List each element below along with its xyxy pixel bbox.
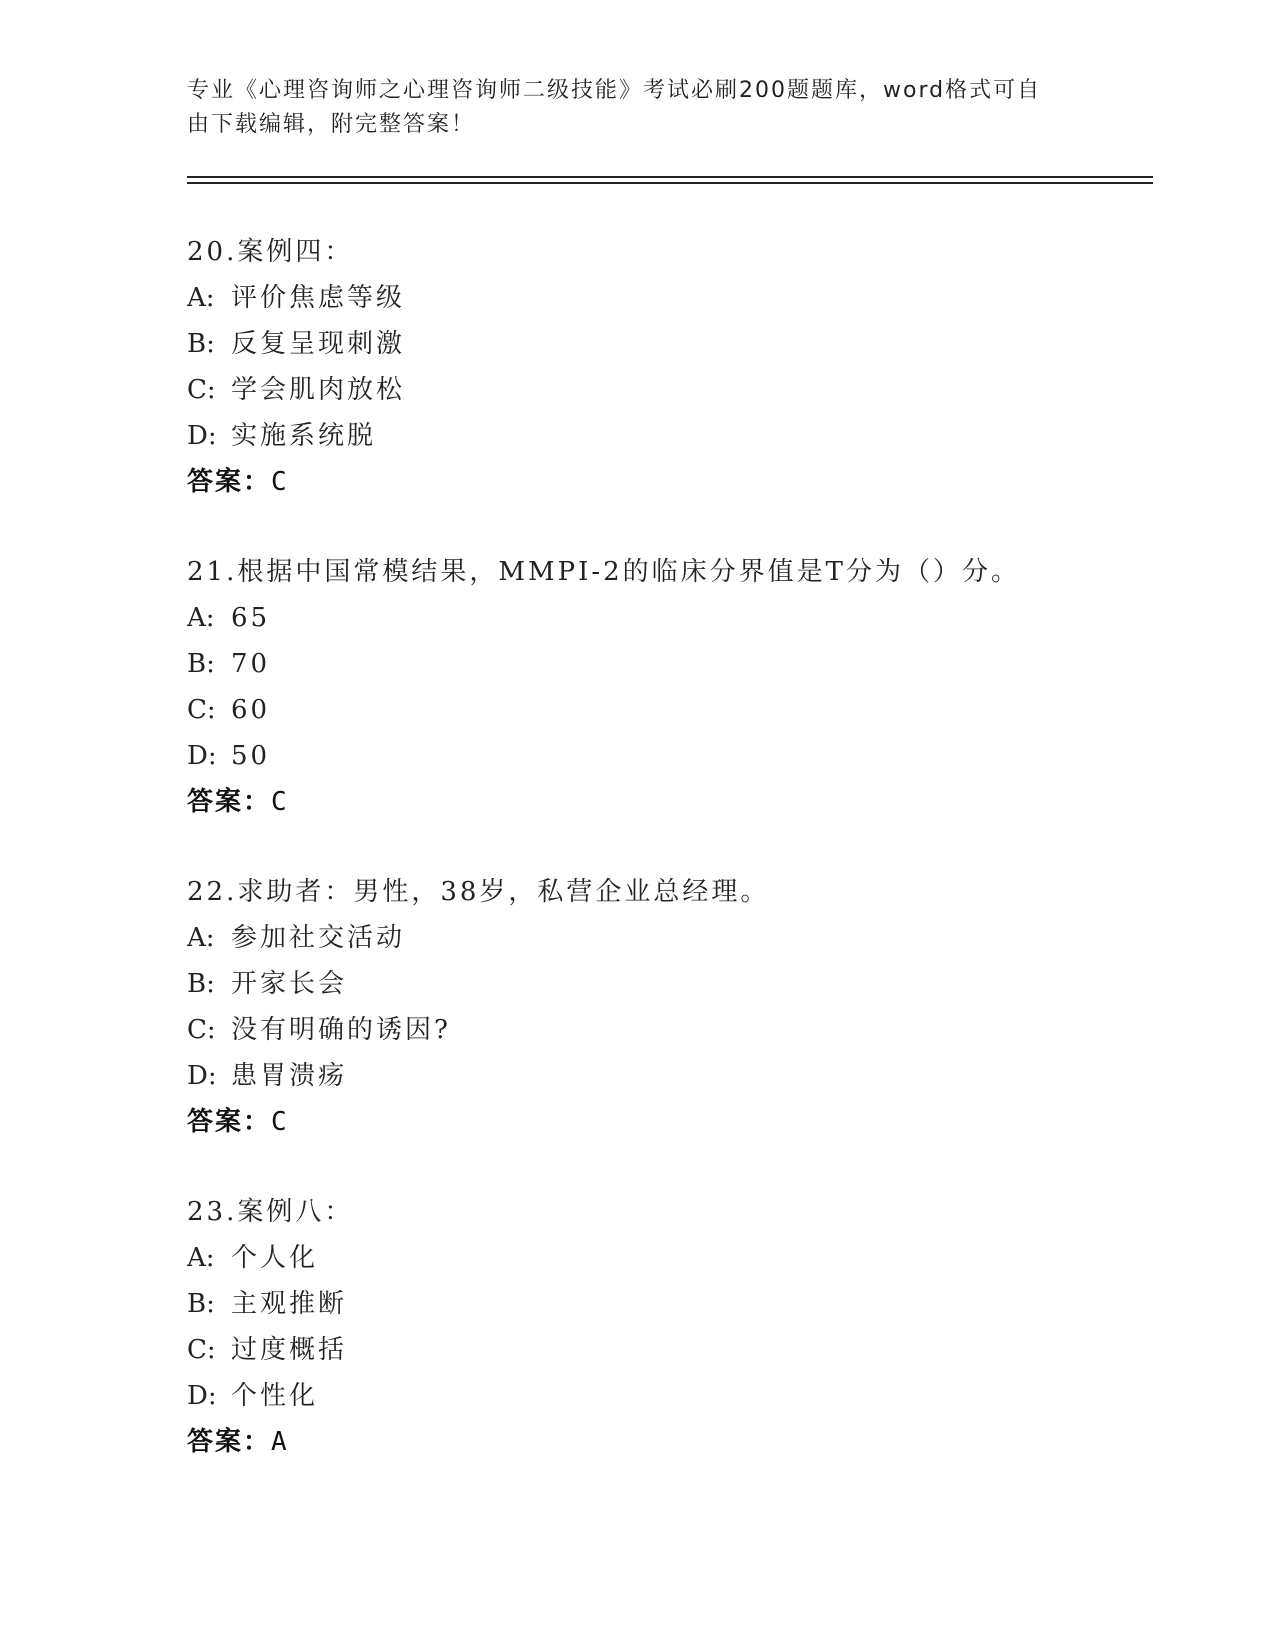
option-d (187, 413, 1147, 459)
question-stem: 20.案例四： (187, 237, 354, 267)
option-c (187, 367, 1147, 413)
option-text: 反复呈现刺激 (231, 329, 406, 359)
answer-value: A (271, 1427, 289, 1457)
answer-value: C (271, 467, 289, 497)
option-letter: D: (187, 1061, 217, 1091)
option-c (187, 1007, 1147, 1053)
option-letter: B: (187, 329, 215, 359)
option-text: 65 (231, 603, 271, 633)
option-text: 实施系统脱 (231, 421, 377, 451)
option-letter: D: (187, 421, 217, 451)
document-header: 专业《心理咨询师之心理咨询师二级技能》考试必刷200题题库，word格式可自由下载编辑，附完整答案！ (187, 78, 1042, 137)
option-text: 过度概括 (231, 1335, 348, 1365)
option-text: 主观推断 (231, 1289, 348, 1319)
option-text: 评价焦虑等级 (231, 283, 406, 313)
answer-value: C (271, 1107, 289, 1137)
option-letter: C: (187, 375, 216, 405)
option-letter: B: (187, 649, 215, 679)
option-a (187, 595, 1147, 641)
option-d (187, 1373, 1147, 1419)
option-b (187, 641, 1147, 687)
option-b (187, 961, 1147, 1007)
option-text: 50 (231, 741, 271, 771)
option-letter: D: (187, 1381, 217, 1411)
option-letter: A: (187, 1243, 215, 1273)
question-stem: 21.根据中国常模结果，MMPI-2的临床分界值是T分为（）分。 (187, 557, 1021, 587)
option-b (187, 321, 1147, 367)
option-c (187, 1327, 1147, 1373)
option-letter: A: (187, 283, 215, 313)
question-22 (187, 869, 1147, 1145)
header-divider-bottom (187, 182, 1153, 184)
question-23 (187, 1189, 1147, 1465)
option-d (187, 733, 1147, 779)
option-b (187, 1281, 1147, 1327)
option-text: 60 (231, 695, 271, 725)
option-letter: D: (187, 741, 217, 771)
answer-label: 答案： (187, 467, 272, 497)
option-d (187, 1053, 1147, 1099)
header-divider-top (187, 176, 1153, 178)
answer-label: 答案： (187, 1427, 272, 1457)
answer-label: 答案： (187, 1107, 272, 1137)
option-letter: B: (187, 1289, 215, 1319)
question-stem: 23.案例八： (187, 1197, 354, 1227)
option-text: 70 (231, 649, 271, 679)
option-text: 个性化 (231, 1381, 319, 1411)
answer-value: C (271, 787, 289, 817)
option-letter: C: (187, 1015, 216, 1045)
option-text: 没有明确的诱因? (231, 1015, 451, 1045)
option-text: 学会肌肉放松 (231, 375, 406, 405)
option-text: 患胃溃疡 (231, 1061, 348, 1091)
option-a (187, 915, 1147, 961)
question-stem: 22.求助者：男性，38岁，私营企业总经理。 (187, 877, 770, 907)
question-20 (187, 229, 1147, 505)
option-a (187, 275, 1147, 321)
option-a (187, 1235, 1147, 1281)
option-c (187, 687, 1147, 733)
option-text: 个人化 (231, 1243, 319, 1273)
answer-line (187, 459, 1147, 505)
answer-line (187, 779, 1147, 825)
option-text: 开家长会 (231, 969, 348, 999)
option-letter: C: (187, 695, 216, 725)
option-letter: A: (187, 923, 215, 953)
question-21 (187, 549, 1147, 825)
answer-label: 答案： (187, 787, 272, 817)
option-letter: B: (187, 969, 215, 999)
answer-line (187, 1419, 1147, 1465)
option-letter: A: (187, 603, 215, 633)
answer-line (187, 1099, 1147, 1145)
option-letter: C: (187, 1335, 216, 1365)
option-text: 参加社交活动 (231, 923, 406, 953)
